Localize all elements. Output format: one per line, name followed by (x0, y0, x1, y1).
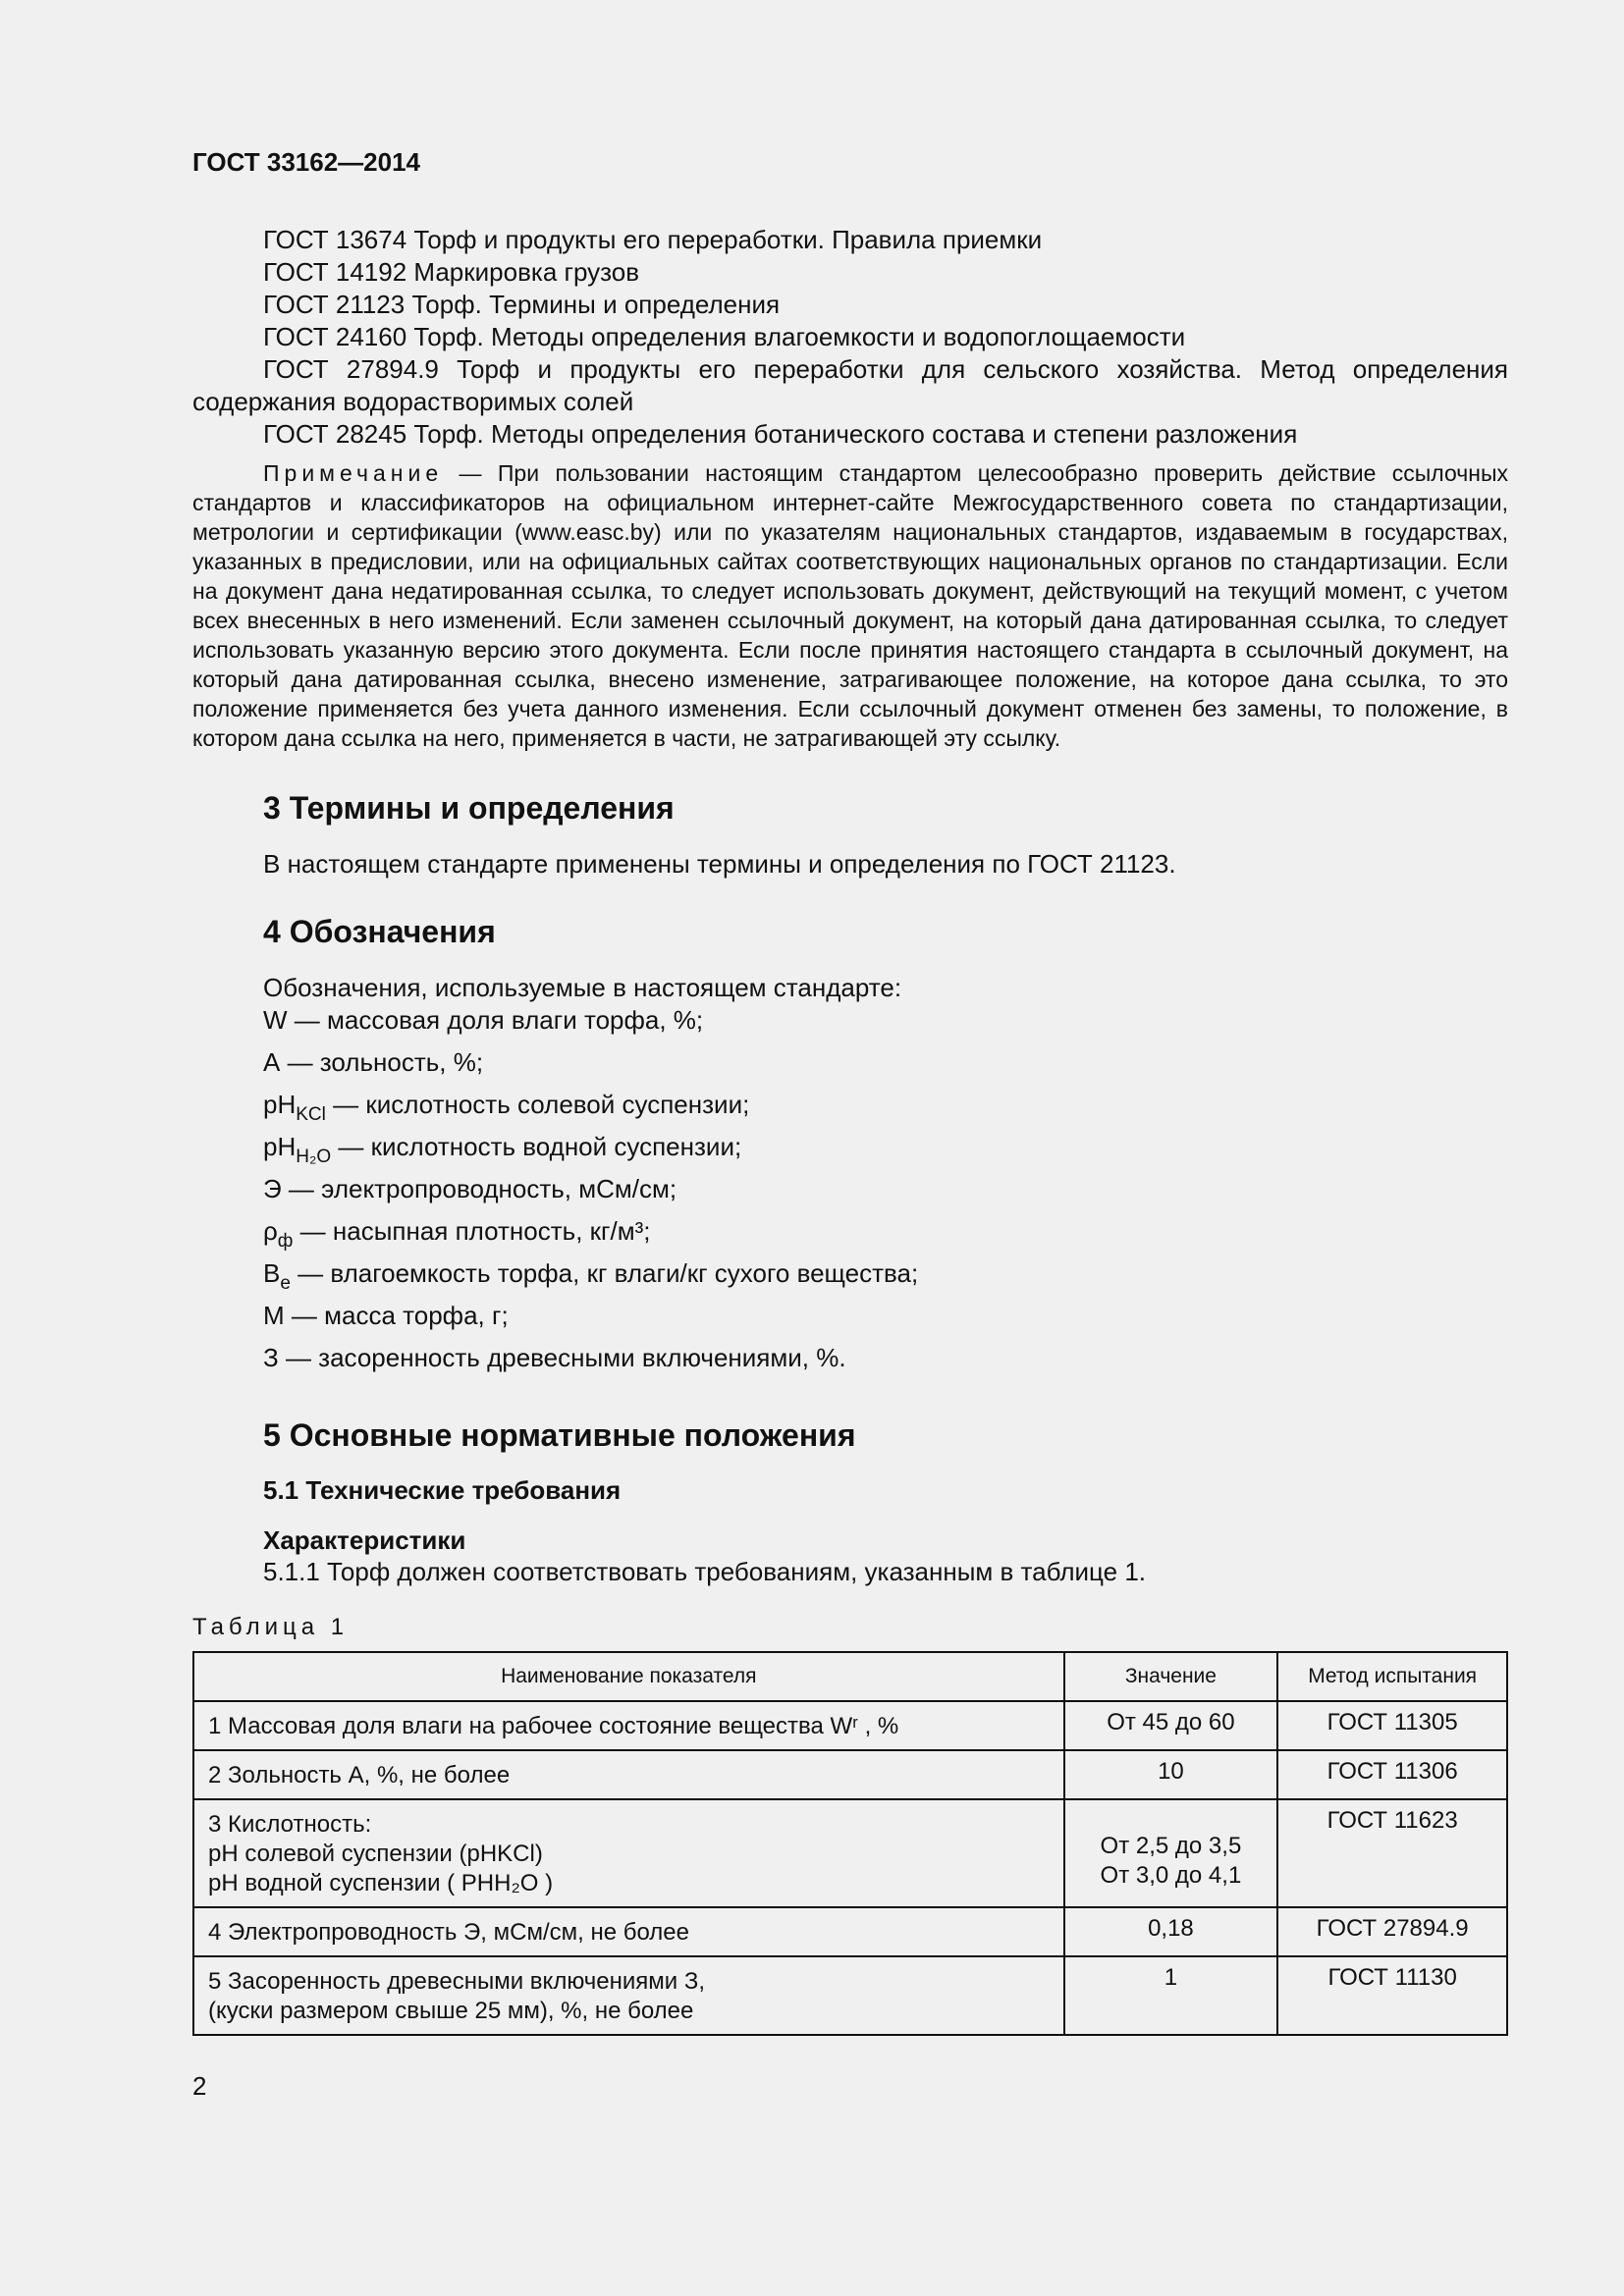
symbol-item (192, 1173, 1508, 1215)
method-cell: ГОСТ 11305 (1277, 1701, 1507, 1750)
symbol-description: — кислотность солевой суспензии; (325, 1090, 750, 1119)
page-content (192, 224, 1508, 2036)
symbol-letter: З (263, 1343, 279, 1372)
symbol-item (192, 1257, 1508, 1300)
table-header-row (193, 1652, 1507, 1701)
indicator-cell (193, 1907, 1064, 1956)
note-label: Примечание (263, 460, 444, 486)
symbol-item (192, 1089, 1508, 1131)
indicator-line: pH солевой суспензии (pHKCl) (208, 1841, 543, 1867)
symbol-subscript: H₂O (296, 1147, 332, 1167)
header-method: Метод испытания (1277, 1652, 1507, 1701)
symbol-subscript: KCl (296, 1104, 326, 1125)
reference-item: ГОСТ 21123 Торф. Термины и определения (263, 290, 781, 319)
symbol-description: — зольность, %; (280, 1047, 484, 1077)
value-line: 10 (1158, 1758, 1184, 1785)
header-value: Значение (1064, 1652, 1278, 1701)
symbol-letter: pH (263, 1132, 297, 1161)
indicator-line: 5 Засоренность древесными включениями З, (208, 1968, 706, 1995)
note-text: — При пользовании настоящим стандартом целесообразно проверить действие ссылочных стандартов и классификаторов на официальном интернет-сайте Межгосударственного совета по стандартизации, метрологии и сертификации (www.easc.by) или по указателям национальных стандартов, издаваемым в государствах, указанных в предисловии, или на официальных сайтах соответствующих национальных органов по стандартизации. Если на документ дана недатированная ссылка, то следует использовать документ, действующий на текущий момент, с учетом всех внесенных в него изменений. Если заменен ссылочный документ, на который дана датированная ссылка, то следует использовать указанную версию этого документа. Если после принятия настоящего стандарта в ссылочный документ, на который дана датированная ссылка, внесено изменение, затрагивающее положение, на которое дана ссылка, то это положение применяется без учета данного изменения. Если ссылочный документ отменен без замены, то положение, в котором дана ссылка на него, применяется в части, не затрагивающей эту ссылку. (192, 460, 1508, 751)
table-row (193, 1750, 1507, 1799)
document-header: ГОСТ 33162—2014 (192, 147, 420, 177)
symbol-item (192, 1342, 1508, 1384)
symbol-description: — засоренность древесными включениями, %. (278, 1343, 846, 1372)
table-row (193, 1956, 1507, 2035)
section-3-text: В настоящем стандарте применены термины и определения по ГОСТ 21123. (263, 849, 1176, 879)
symbol-item (192, 1131, 1508, 1173)
symbol-subscript: e (280, 1273, 291, 1294)
value-line: 1 (1164, 1964, 1178, 1991)
note-paragraph (192, 458, 1508, 753)
symbol-letter: Э (263, 1174, 282, 1203)
requirements-table (192, 1651, 1508, 2036)
symbols-list (192, 1004, 1508, 1384)
header-indicator: Наименование показателя (193, 1652, 1064, 1701)
symbol-item (192, 1046, 1508, 1089)
value-cell (1064, 1799, 1278, 1907)
reference-item: ГОСТ 27894.9 Торф и продукты его переработки для сельского хозяйства. Метод определения содержания водорастворимых солей (192, 354, 1508, 416)
symbol-description: — насыпная плотность, кг/м³; (293, 1216, 651, 1246)
indicator-line: 4 Электропроводность Э, мСм/см, не более (208, 1919, 689, 1946)
symbol-item (192, 1004, 1508, 1046)
subsection-5-1-title: 5.1 Технические требования (263, 1475, 622, 1505)
symbol-item (192, 1215, 1508, 1257)
value-cell (1064, 1750, 1278, 1799)
table-caption: Таблица 1 (192, 1614, 350, 1640)
references-list (192, 224, 1508, 451)
symbol-letter: ρ (263, 1216, 278, 1246)
value-line: От 45 до 60 (1107, 1709, 1235, 1735)
reference-item: ГОСТ 13674 Торф и продукты его переработки. Правила приемки (263, 225, 1043, 254)
reference-item: ГОСТ 14192 Маркировка грузов (263, 257, 640, 287)
characteristics-title: Характеристики (263, 1525, 466, 1555)
value-cell (1064, 1907, 1278, 1956)
method-cell: ГОСТ 11130 (1277, 1956, 1507, 2035)
symbol-letter: W (263, 1005, 288, 1035)
symbol-item (192, 1300, 1508, 1342)
reference-item: ГОСТ 28245 Торф. Методы определения ботанического состава и степени разложения (263, 419, 1298, 449)
table-row (193, 1701, 1507, 1750)
indicator-line: pH водной суспензии ( PHH₂O ) (208, 1870, 554, 1896)
value-line: От 3,0 до 4,1 (1100, 1862, 1242, 1889)
symbol-description: — кислотность водной суспензии; (331, 1132, 742, 1161)
indicator-line: (куски размером свыше 25 мм), %, не более (208, 1998, 694, 2024)
symbol-description: — влагоемкость торфа, кг влаги/кг сухого вещества; (290, 1258, 919, 1288)
value-cell (1064, 1701, 1278, 1750)
table-row (193, 1799, 1507, 1907)
section-5-title: 5 Основные нормативные положения (263, 1417, 856, 1453)
symbol-letter: А (263, 1047, 281, 1077)
page-number: 2 (192, 2071, 207, 2101)
indicator-line: 1 Массовая доля влаги на рабочее состояние вещества Wʳ , % (208, 1713, 899, 1739)
symbol-description: — масса торфа, г; (284, 1301, 509, 1330)
indicator-line: 2 Зольность А, %, не более (208, 1762, 511, 1789)
symbol-letter: М (263, 1301, 285, 1330)
symbol-description: — электропроводность, мСм/см; (281, 1174, 677, 1203)
table-row (193, 1907, 1507, 1956)
reference-item: ГОСТ 24160 Торф. Методы определения влагоемкости и водопоглощаемости (263, 322, 1186, 351)
indicator-line: 3 Кислотность: (208, 1811, 372, 1838)
method-cell: ГОСТ 11306 (1277, 1750, 1507, 1799)
clause-5-1-1: 5.1.1 Торф должен соответствовать требованиям, указанным в таблице 1. (263, 1557, 1147, 1586)
method-cell: ГОСТ 11623 (1277, 1799, 1507, 1907)
indicator-cell (193, 1956, 1064, 2035)
value-cell (1064, 1956, 1278, 2035)
section-4-title: 4 Обозначения (263, 914, 496, 949)
indicator-cell (193, 1750, 1064, 1799)
symbol-letter: pH (263, 1090, 297, 1119)
indicator-cell (193, 1701, 1064, 1750)
indicator-cell (193, 1799, 1064, 1907)
symbol-description: — массовая доля влаги торфа, %; (287, 1005, 704, 1035)
symbol-letter: B (263, 1258, 281, 1288)
section-3-title: 3 Термины и определения (263, 790, 675, 826)
symbol-subscript: ф (277, 1231, 294, 1252)
method-cell: ГОСТ 27894.9 (1277, 1907, 1507, 1956)
value-line: 0,18 (1148, 1915, 1194, 1942)
symbols-intro: Обозначения, используемые в настоящем стандарте: (263, 973, 902, 1002)
value-line: От 2,5 до 3,5 (1100, 1833, 1242, 1859)
